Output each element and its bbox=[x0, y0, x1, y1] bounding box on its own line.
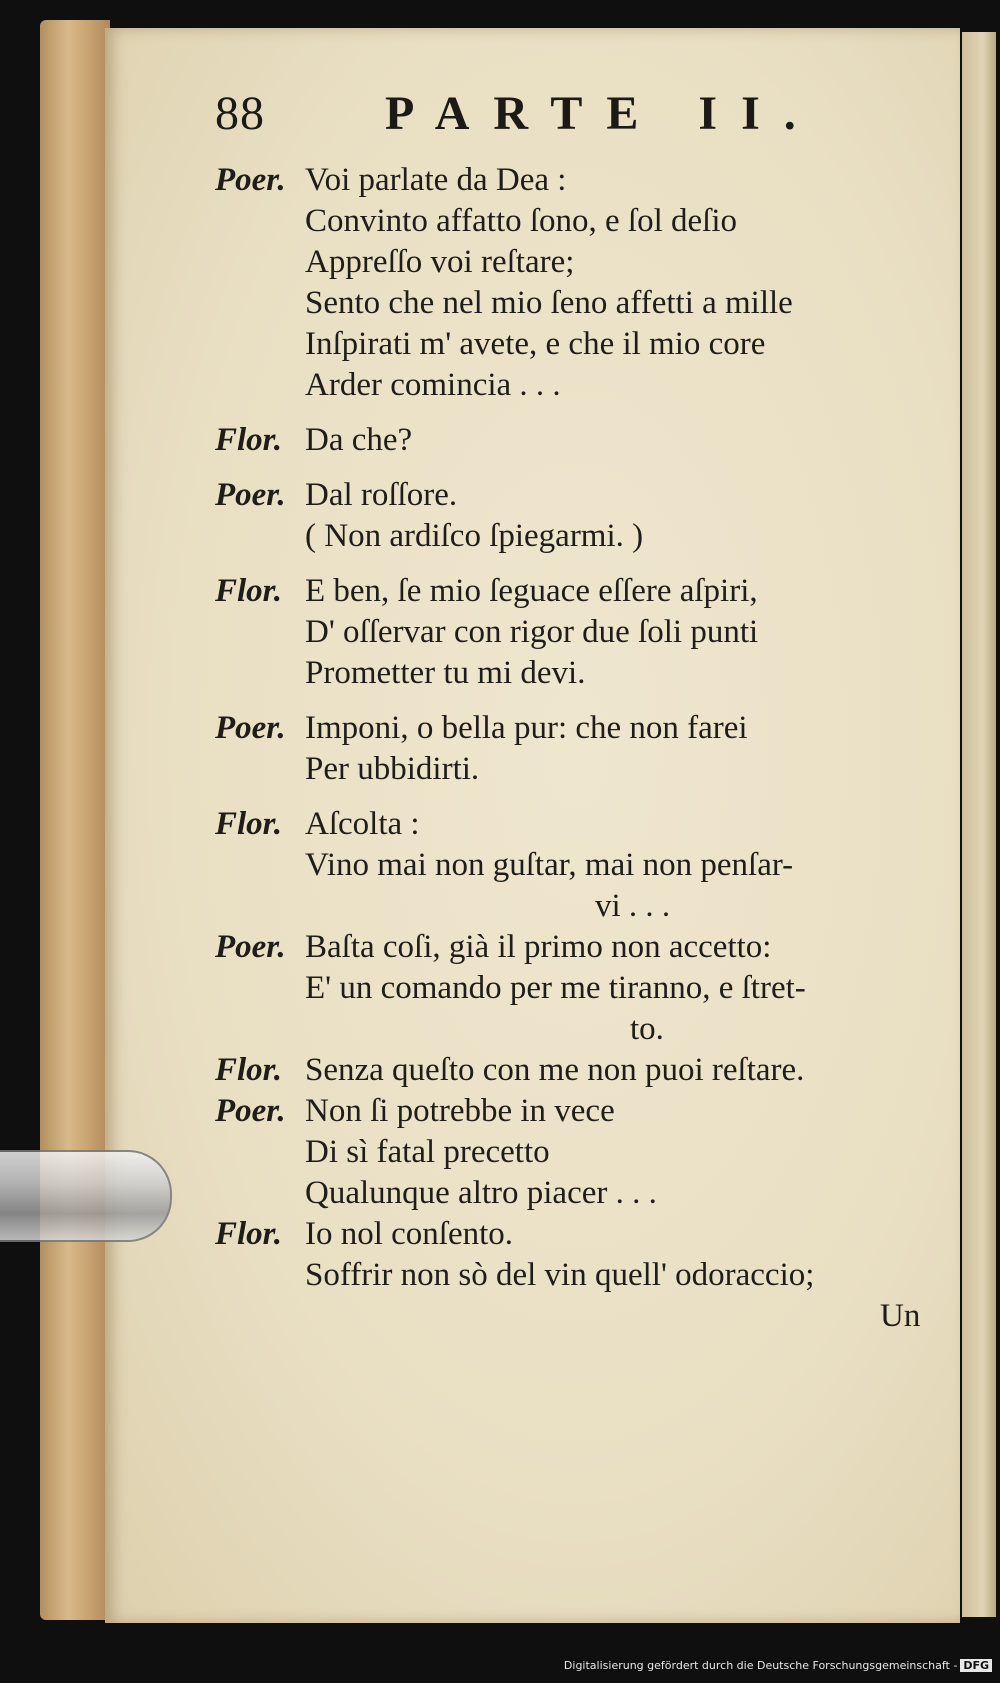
speaker-label: Flor. bbox=[215, 573, 282, 609]
line-text: Voi parlate da Dea : bbox=[305, 162, 567, 198]
speaker-label: Flor. bbox=[215, 806, 282, 842]
speaker-label: Poer. bbox=[215, 1093, 286, 1129]
text-line bbox=[215, 242, 935, 283]
speaker-label: Poer. bbox=[215, 929, 286, 965]
text-line bbox=[215, 653, 935, 694]
page-edges bbox=[40, 20, 110, 1620]
line-text: Per ubbidirti. bbox=[305, 751, 480, 787]
line-text: Non ſi potrebbe in vece bbox=[305, 1093, 615, 1129]
text-line bbox=[215, 1255, 935, 1296]
line-text: vi . . . bbox=[595, 888, 671, 924]
line-text: Arder comincia . . . bbox=[305, 367, 561, 403]
line-text: Di sì fatal precetto bbox=[305, 1134, 550, 1170]
line-text: Prometter tu mi devi. bbox=[305, 655, 586, 691]
running-title: PARTE II. bbox=[385, 87, 820, 140]
line-text: D' oſſervar con rigor due ſoli punti bbox=[305, 614, 759, 650]
speaker-label: Poer. bbox=[215, 710, 286, 746]
line-text: Io nol conſento. bbox=[305, 1216, 514, 1252]
line-text: to. bbox=[630, 1011, 664, 1047]
speaker-label: Flor. bbox=[215, 422, 282, 458]
text-line bbox=[215, 886, 935, 927]
text-line bbox=[215, 283, 935, 324]
text-line bbox=[215, 1173, 935, 1214]
text-line bbox=[215, 420, 935, 461]
play-text bbox=[215, 160, 935, 1337]
text-line bbox=[215, 804, 935, 845]
credit-text: Digitalisierung gefördert durch die Deutsche Forschungsgemeinschaft - bbox=[563, 1659, 958, 1672]
text-line bbox=[215, 927, 935, 968]
speaker-label: Flor. bbox=[215, 1216, 282, 1252]
speaker-label: Flor. bbox=[215, 1052, 282, 1088]
text-line bbox=[215, 1214, 935, 1255]
digitization-credit bbox=[564, 1659, 992, 1677]
line-text: ( Non ardiſco ſpiegarmi. ) bbox=[305, 518, 644, 554]
text-line bbox=[215, 1091, 935, 1132]
next-page-edge bbox=[962, 32, 996, 1617]
line-text: Aſcolta : bbox=[305, 806, 420, 842]
page-number: 88 bbox=[215, 87, 265, 140]
text-line bbox=[215, 1009, 935, 1050]
line-text: Imponi, o bella pur: che non farei bbox=[305, 710, 748, 746]
speaker-label: Poer. bbox=[215, 162, 286, 198]
text-line bbox=[215, 1050, 935, 1091]
line-text: Sento che nel mio ſeno affetti a mille bbox=[305, 285, 793, 321]
line-text: Qualunque altro piacer . . . bbox=[305, 1175, 657, 1211]
line-text: Inſpirati m' avete, e che il mio core bbox=[305, 326, 766, 362]
line-text: Soffrir non sò del vin quell' odoraccio; bbox=[305, 1257, 815, 1293]
text-line bbox=[215, 845, 935, 886]
line-text: E ben, ſe mio ſeguace eſſere aſpiri, bbox=[305, 573, 758, 609]
text-line bbox=[215, 324, 935, 365]
page-clip bbox=[0, 1150, 172, 1242]
text-line bbox=[215, 749, 935, 790]
text-line bbox=[215, 1132, 935, 1173]
text-line bbox=[215, 1296, 935, 1337]
line-text: Convinto affatto ſono, e ſol deſio bbox=[305, 203, 737, 239]
catchword: Un bbox=[880, 1298, 921, 1334]
line-text: Dal roſſore. bbox=[305, 477, 458, 513]
text-line bbox=[215, 160, 935, 201]
line-text: Da che? bbox=[305, 422, 413, 458]
line-text: Appreſſo voi reſtare; bbox=[305, 244, 575, 280]
line-text: Baſta coſi, già il primo non accetto: bbox=[305, 929, 772, 965]
line-text: Senza queſto con me non puoi reſtare. bbox=[305, 1052, 805, 1088]
line-text: Vino mai non guſtar, mai non penſar- bbox=[305, 847, 794, 883]
text-line bbox=[215, 516, 935, 557]
text-line bbox=[215, 201, 935, 242]
text-line bbox=[215, 708, 935, 749]
text-line bbox=[215, 571, 935, 612]
dfg-logo: DFG bbox=[960, 1659, 992, 1672]
text-line bbox=[215, 968, 935, 1009]
text-line bbox=[215, 475, 935, 516]
text-line bbox=[215, 612, 935, 653]
speaker-label: Poer. bbox=[215, 477, 286, 513]
line-text: E' un comando per me tiranno, e ſtret- bbox=[305, 970, 806, 1006]
text-line bbox=[215, 365, 935, 406]
